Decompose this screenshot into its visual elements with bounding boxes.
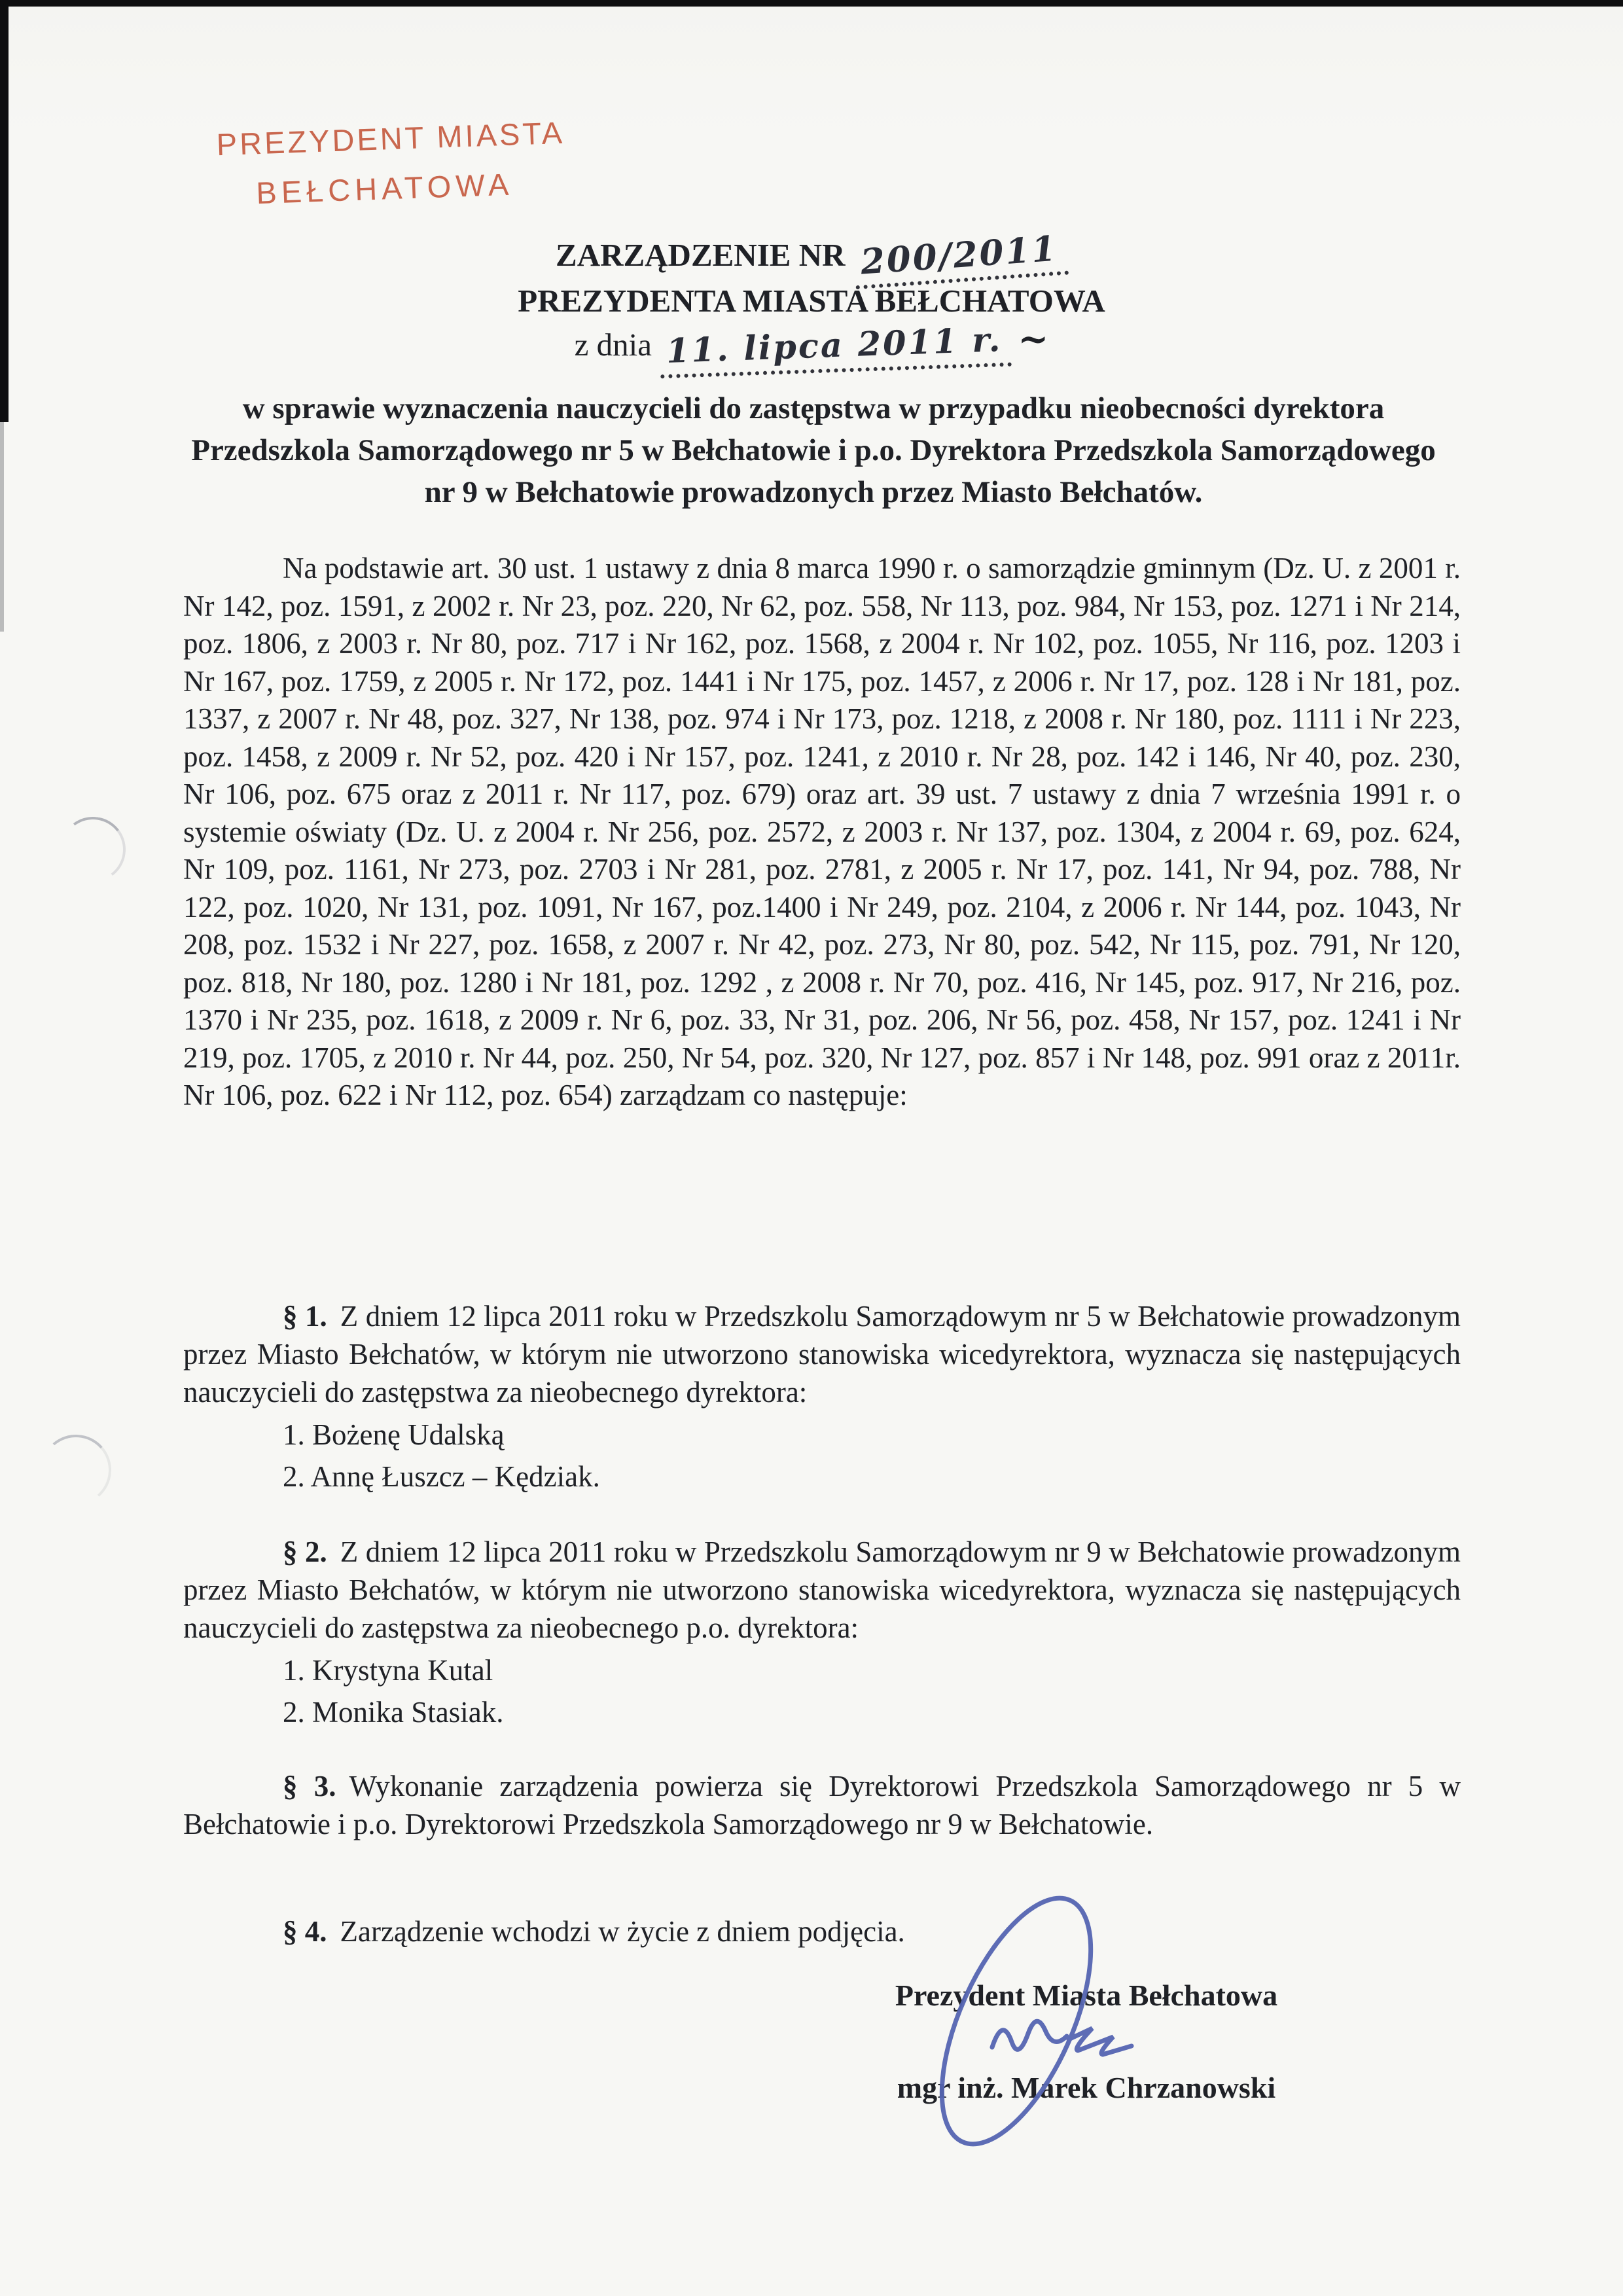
list-item: 2. Annę Łuszcz – Kędziak. — [283, 1460, 600, 1493]
section-2-items — [183, 1649, 1461, 1733]
punch-hole-shadow-2 — [38, 1432, 113, 1507]
date-flourish: ~ — [1018, 317, 1049, 361]
list-item: 1. Bożenę Udalską — [283, 1418, 505, 1451]
list-item: 2. Monika Stasiak. — [283, 1696, 504, 1729]
section-3 — [183, 1767, 1461, 1843]
document-title-block — [0, 228, 1623, 372]
section-4 — [183, 1912, 1461, 1950]
signer-name: mgr inż. Marek Chrzanowski — [897, 2071, 1276, 2104]
punch-hole-shadow-1 — [56, 813, 130, 887]
list-item: 1. Krystyna Kutal — [283, 1654, 493, 1687]
legal-basis-paragraph: Na podstawie art. 30 ust. 1 ustawy z dnia 8 marca 1990 r. o samorządzie gminnym (Dz. U. z 2001 r. Nr 142, poz. 1591, z 2002 r. Nr 23, poz. 220, Nr 62, poz. 558, Nr 113, poz. 984, Nr 153, poz. 1271 i Nr 214, poz. 1806, z 2003 r. Nr 80, poz. 717 i Nr 162, poz. 1568, z 2004 r. Nr 102, poz. 1055, Nr 116, poz. 1203 i Nr 167, poz. 1759, z 2005 r. Nr 172, poz. 1441 i Nr 175, poz. 1457, z 2006 r. Nr 17, poz. 128 i Nr 181, poz. 1337, z 2007 r. Nr 48, poz. 327, Nr 138, poz. 974 i Nr 173, poz. 1218, z 2008 r. Nr 180, poz. 1111 i Nr 223, poz. 1458, z 2009 r. Nr 52, poz. 420 i Nr 157, poz. 1241, z 2010 r. Nr 28, poz. 142 i 146, Nr 40, poz. 230, Nr 106, poz. 675 oraz z 2011 r. Nr 117, poz. 679) oraz art. 39 ust. 7 ustawy z dnia 7 września 1991 r. o systemie oświaty (Dz. U. z 2004 r. Nr 256, poz. 2572, z 2003 r. Nr 137, poz. 1304, z 2004 r. 69, poz. 624, Nr 109, poz. 1161, Nr 273, poz. 2703 i Nr 281, poz. 2781, z 2005 r. Nr 17, poz. 141, Nr 94, poz. 788, Nr 122, poz. 1020, Nr 131, poz. 1091, Nr 167, poz.1400 i Nr 249, poz. 2104, z 2006 r. Nr 144, poz. 1043, Nr 208, poz. 1532 i Nr 227, poz. 1658, z 2007 r. Nr 42, poz. 273, Nr 80, poz. 542, Nr 115, poz. 791, Nr 120, poz. 818, Nr 180, poz. 1280 i Nr 181, poz. 1292 , z 2008 r. Nr 70, poz. 416, Nr 145, poz. 917, Nr 216, poz. 1370 i Nr 235, poz. 1618, z 2009 r. Nr 6, poz. 33, Nr 31, poz. 206, Nr 56, poz. 458, Nr 157, poz. 1241 i Nr 219, poz. 1705, z 2010 r. Nr 44, poz. 250, Nr 54, poz. 320, Nr 127, poz. 857 i Nr 148, poz. 991 oraz z 2011r. Nr 106, poz. 622 i Nr 112, poz. 654) zarządzam co następuje: — [183, 552, 1461, 1111]
issuer-line: PREZYDENTA MIASTA BEŁCHATOWA — [518, 283, 1105, 319]
section-2-marker: § 2. — [283, 1535, 327, 1568]
order-title-line — [0, 228, 1623, 283]
section-1-text: Z dniem 12 lipca 2011 roku w Przedszkolu Samorządowym nr 5 w Bełchatowie prowadzonym przez Miasto Bełchatów, w którym nie utworzono stanowiska wicedyrektora, wyznacza się następujących nauczycieli do zastępstwa za nieobecnego dyrektora: — [183, 1300, 1461, 1408]
section-3-paragraph — [183, 1767, 1461, 1843]
stamp-line-2: BEŁCHATOWA — [255, 166, 514, 211]
signature-ink-scribble — [876, 1882, 1203, 2164]
subject-clause: w sprawie wyznaczenia nauczycieli do zastępstwa w przypadku nieobecności dyrektora Przedszkola Samorządowego nr 5 w Bełchatowie i p.o. Dyrektora Przedszkola Samorządowego nr 9 w Bełchatowie prowadzonych przez Miasto Bełchatów. — [191, 391, 1436, 509]
signer-role: Prezydent Miasta Bełchatowa — [895, 1979, 1278, 2012]
section-2 — [183, 1533, 1461, 1733]
section-4-paragraph — [183, 1912, 1461, 1950]
order-label: ZARZĄDZENIE NR — [556, 237, 846, 273]
section-1-paragraph — [183, 1297, 1461, 1411]
date-handwritten: 11. lipca 2011 r. — [659, 320, 1012, 379]
section-3-marker: § 3. — [283, 1770, 336, 1803]
stamp-line-1: PREZYDENT MIASTA — [215, 115, 565, 162]
section-2-text: Z dniem 12 lipca 2011 roku w Przedszkolu Samorządowym nr 9 w Bełchatowie prowadzonym przez Miasto Bełchatów, w którym nie utworzono stanowiska wicedyrektora, wyznacza się następujących nauczycieli do zastępstwa za nieobecnego p.o. dyrektora: — [183, 1535, 1461, 1644]
section-2-paragraph — [183, 1533, 1461, 1647]
section-4-marker: § 4. — [283, 1915, 327, 1948]
scan-edge-top — [0, 0, 1623, 7]
section-1-items — [183, 1414, 1461, 1498]
section-1 — [183, 1297, 1461, 1498]
section-3-text: Wykonanie zarządzenia powierza się Dyrektorowi Przedszkola Samorządowego nr 5 w Bełchatowie i p.o. Dyrektorowi Przedszkola Samorządowego nr 9 w Bełchatowie. — [183, 1770, 1461, 1840]
date-prefix: z dnia — [574, 327, 652, 363]
section-1-marker: § 1. — [283, 1300, 327, 1333]
date-line — [0, 317, 1623, 372]
official-stamp — [216, 113, 567, 214]
scan-edge-left-faint — [0, 422, 4, 632]
order-number-handwritten: 200/2011 — [853, 228, 1069, 290]
section-4-text: Zarządzenie wchodzi w życie z dniem podjęcia. — [340, 1915, 905, 1948]
